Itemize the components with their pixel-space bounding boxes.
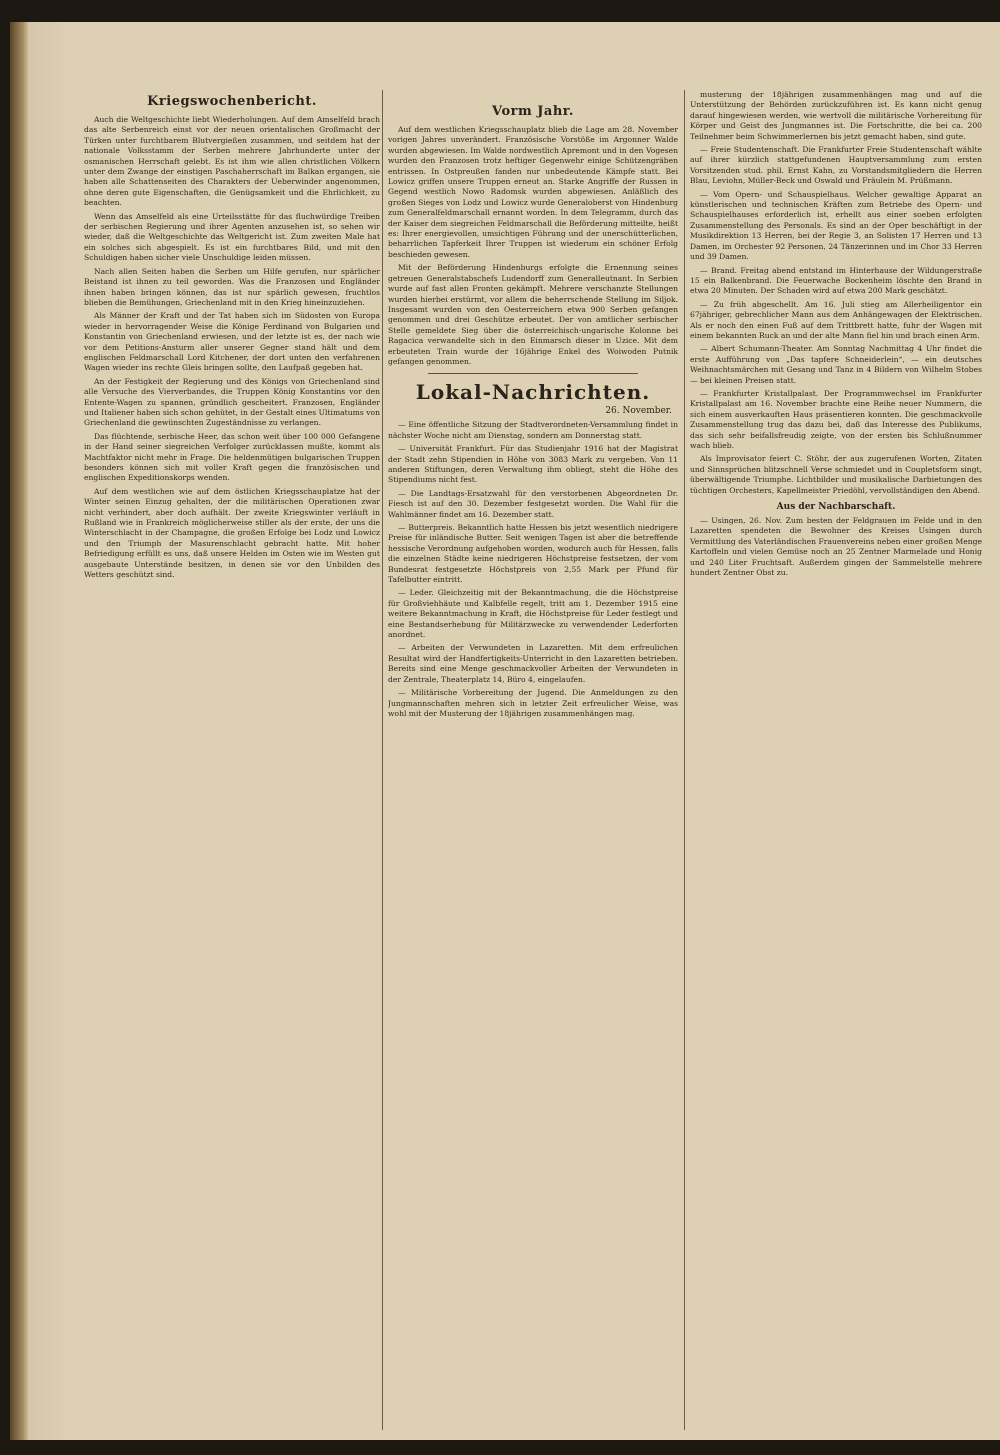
paragraph: Auf dem westlichen wie auf dem östlichen Kriegsschauplatze hat der Winter seinen Einzug gehalten, der die militärischen Operationen zwar nicht verhindert, aber doch aufhält. Der zweite Kriegswinter verläuft in Rußland wie in Frankreich möglicherweise stiller als der erste, der uns die Winterschlacht in der Champagne, die großen Erfolge bei Lodz und Lowicz und den Triumph der Masurenschlacht gebracht hatte. Mit hoher Befriedigung erfüllt es uns, daß unsere Helden im Osten wie im Westen gut ausgebaute Unterstände besitzen, in denen sie vor den Unbilden des Wetters geschützt sind. [84, 486, 380, 580]
paragraph: Wenn das Amselfeld als eine Urteilsstätte für das fluchwürdige Treiben der serbischen Regierung und ihrer Agenten anzusehen ist, so sehen wir wieder, daß die Weltgeschichte das Weltgericht ist. Zum zweiten Male hat ein solches sich abgespielt. Es ist ein furchtbares Bild, und mit den Schuldigen haben sicher viele Unschuldige leiden müssen. [84, 211, 380, 263]
paragraph: — Militärische Vorbereitung der Jugend. Die Anmeldungen zu den Jungmannschaften mehren sich in letzter Zeit erfreulicher Weise, was wohl mit der Musterung der 18jährigen zusammenhängen mag. [388, 688, 678, 718]
dateline: 26. November. [605, 406, 672, 417]
paragraph: An der Festigkeit der Regierung und des Königs von Griechenland sind alle Versuche des Vierverbandes, die Truppen König Konstantins vor den Entente-Wagen zu spannen, gründlich gescheitert. Franzosen, Engländer und Italiener haben sich schon gehütet, in der Gestalt eines Ultimatums von Griechenland die gewünschten Zugeständnisse zu verlangen. [84, 376, 380, 428]
paragraph: — Brand. Freitag abend entstand im Hinterhause der Wildungerstraße 15 ein Balkenbrand. Die Feuerwache Bockenheim löschte den Brand in etwa 20 Minuten. Der Schaden wird auf etwa 200 Mark geschätzt. [690, 265, 982, 296]
newspaper-page [10, 22, 1000, 1440]
paragraph: — Arbeiten der Verwundeten in Lazaretten. Mit dem erfreulichen Resultat wird der Handfertigkeits-Unterricht in den Lazaretten betrieben. Bereits sind eine Menge geschmackvoller Arbeiten der Verwundeten in der Zentrale, Theaterplatz 14, Büro 4, eingelaufen. [388, 643, 678, 684]
paragraph: — Universität Frankfurt. Für das Studienjahr 1916 hat der Magistrat der Stadt zehn Stipendien in Höhe von 3083 Mark zu vergeben. Von 11 anderen Stiftungen, deren Verwaltung ihm obliegt, steht die Höhe des Stipendiums nicht fest. [388, 444, 678, 485]
paragraph: musterung der 18jährigen zusammenhängen mag und auf die Unterstützung der Behörden zurückzuführen ist. Es kann nicht genug darauf hingewiesen werden, wie wertvoll die militärische Vorbereitung für Körper und Geist des Jungmannes ist. Die Fortschritte, die bei ca. 200 Teilnehmer beim Schwimmerlernen bis jetzt gemacht haben, sind gute. [690, 90, 982, 141]
paragraph: — Leder. Gleichzeitig mit der Bekanntmachung, die die Höchstpreise für Großviehhäute und Kalbfelle regelt, tritt am 1. Dezember 1915 eine weitere Bekanntmachung in Kraft, die Höchstpreise für Leder festlegt und eine Bestandserhebung für Militärzwecke zu verwendender Lederforten anordnet. [388, 588, 678, 640]
column-1 [84, 92, 380, 1440]
section-title-lokal-nachrichten: Lokal-Nachrichten. [415, 380, 651, 405]
column-2 [388, 102, 678, 1440]
paragraph: Mit der Beförderung Hindenburgs erfolgte die Ernennung seines getreuen Generalstabschefs Ludendorff zum Generalleutnant. In Serbien wurde auf fast allen Fronten gekämpft. Mehrere verschanzte Stellungen wurden hierbei erstürmt, vor allem die beherrschende Stellung im Siljok. Insgesamt wurden von den Oesterreichern etwa 900 Serben gefangen genommen und drei Geschütze erbeutet. Der von amtlicher serbischer Stelle gemeldete Sieg über die österreichisch-ungarische Kolonne bei Ragacica verwandelte sich in den Einmarsch dieser in Uzice. Mit dem erbeuteten Train wurde der 16jährige Enkel des Woiwoden Putnik gefangen genommen. [388, 263, 678, 366]
section-divider [428, 373, 638, 374]
paragraph: — Usingen, 26. Nov. Zum besten der Feldgrauen im Felde und in den Lazaretten spendeten die Bewohner des Kreises Usingen durch Vermittlung des Vaterländischen Frauenvereins neben einer großen Menge Kartoffeln und vielen Gemüse noch an 25 Zentner Marmelade und Honig und 240 Liter Fruchtsaft. Außerdem gingen der Sammelstelle mehrere hundert Zentner Obst zu. [690, 516, 982, 578]
article-title-vorm-jahr: Vorm Jahr. [492, 104, 574, 119]
paragraph: Als Improvisator feiert C. Stöhr, der aus zugerufenen Worten, Zitaten und Sinnsprüchen blitzschnell Verse schmiedet und in Coupletsform singt, überwältigende Triumphe. Lichtbilder und musikalische Darbietungen des tüchtigen Orchesters, Kapellmeister Priedöhl, vervollständigen den Abend. [690, 454, 982, 495]
paragraph: — Butterpreis. Bekanntlich hatte Hessen bis jetzt wesentlich niedrigere Preise für inländische Butter. Seit wenigen Tagen ist aber die betreffende hessische Verordnung aufgehoben worden, wodurch auch für Hessen, falls die einzelnen Städte keine niedrigeren Höchstpreise festsetzen, der vom Bundesrat festgesetzte Höchstpreis von 2,55 Mark per Pfund für Tafelbutter eintritt. [388, 523, 678, 585]
paragraph: — Eine öffentliche Sitzung der Stadtverordneten-Versammlung findet in nächster Woche nicht am Dienstag, sondern am Donnerstag statt. [388, 420, 678, 440]
paragraph: — Albert Schumann-Theater. Am Sonntag Nachmittag 4 Uhr findet die erste Aufführung von „Das tapfere Schneiderlein“, — ein deutsches Weihnachtsmärchen mit Gesang und Tanz in 4 Bildern von Wilhelm Stobes — bei kleinen Preisen statt. [690, 344, 982, 385]
column-rule [382, 90, 383, 1430]
section-title-nachbarschaft: Aus der Nachbarschaft. [776, 502, 896, 513]
paragraph: — Vom Opern- und Schauspielhaus. Welcher gewaltige Apparat an künstlerischen und technischen Kräften zum Betriebe des Opern- und Schauspielhauses erforderlich ist, erhellt aus einer soeben erfolgten Zusammenstellung des Personals. Es sind an der Oper beschäftigt in der Musikdirektion 13 Herren, bei der Regie 3, an Solisten 17 Herren und 13 Damen, im Orchester 92 Personen, 24 Tänzerinnen und im Chor 33 Herren und 39 Damen. [690, 189, 982, 262]
paragraph: Auf dem westlichen Kriegsschauplatz blieb die Lage am 28. November vorigen Jahres unverändert. Französische Vorstöße im Argonner Walde wurden abgewiesen. Im Walde nordwestlich Apremont und in den Vogesen wurden den Franzosen trotz heftiger Gegenwehr einige Schützengräben entrissen. In Ostpreußen fanden nur unbedeutende Kämpfe statt. Bei Lowicz griffen unsere Truppen erneut an. Starke Angriffe der Russen in Gegend westlich Nowo Radomsk wurden abgewiesen. Anläßlich des großen Sieges von Lodz und Lowicz wurde Generaloberst von Hindenburg zum Generalfeldmarschall ernannt worden. In dem Telegramm, durch das der Kaiser dem siegreichen Feldmarschall die Beförderung mitteilte, heißt es: Ihrer energievollen, umsichtigen Führung und der unerschütterlichen, beharrlichen Tapferkeit Ihrer Truppen ist wiederum ein schöner Erfolg beschieden gewesen. [388, 125, 678, 259]
paragraph: — Frankfurter Kristallpalast. Der Programmwechsel im Frankfurter Kristallpalast am 16. November brachte eine Reihe neuer Nummern, die sich einem ausverkauften Haus präsentieren konnten. Die geschmackvolle Zusammenstellung trug das dazu bei, daß das Interesse des Publikums, das sich sehr beifallsfreudig zeigte, von der ersten bis Schlußnummer wach blieb. [690, 388, 982, 450]
paragraph: — Zu früh abgeschellt. Am 16. Juli stieg am Allerheiligentor ein 67jähriger, gebrechlicher Mann aus dem Anhängewagen der Elektrischen. Als er noch den einen Fuß auf dem Trittbrett hatte, fuhr der Wagen mit einem bekannten Ruck an und der alte Mann fiel hin und brach einen Arm. [690, 299, 982, 340]
article-title-kriegswochenbericht: Kriegswochenbericht. [147, 94, 317, 109]
paragraph: Als Männer der Kraft und der Tat haben sich im Südosten von Europa wieder in hervorragender Weise die Könige Ferdinand von Bulgarien und Konstantin von Griechenland erwiesen, und der letzte ist es, der nach wie vor dem Petitions-Ansturm aller unserer Gegner stand hält und dem englischen Feldmarschall Lord Kitchener, der dort unten den verfahrenen Wagen wieder ins rechte Gleis bringen sollte, den Laufpaß gegeben hat. [84, 311, 380, 373]
paragraph: Auch die Weltgeschichte liebt Wiederholungen. Auf dem Amselfeld brach das alte Serbenreich einst vor der neuen orientalischen Großmacht der Türken unter furchtbarem Blutvergießen zusammen, und seitdem hat der nationale Volksstamm der Serben mehrere Jahrhunderte unter der osmanischen Herrschaft gelebt. Es ist ihm wie allen christlichen Völkern unter dem Zwange der einstigen Paschaherrschaft im Balkan ergangen, sie haben alle Schattenseiten des Charakters der Ueberwinder angenommen, ohne deren gute Eigenschaften, die Genügsamkeit und die Ehrlichkeit, zu beachten. [84, 115, 380, 208]
binding-spine [10, 22, 28, 1440]
paragraph: Nach allen Seiten haben die Serben um Hilfe gerufen, nur spärlicher Beistand ist ihnen zu teil geworden. Was die Franzosen und Engländer ihnen haben bringen können, das ist nur spärlich gewesen, fruchtlos blieben die Bemühungen, Griechenland mit in den Krieg hineinzuziehen. [84, 266, 380, 307]
paragraph: — Die Landtags-Ersatzwahl für den verstorbenen Abgeordneten Dr. Fiesch ist auf den 30. Dezember festgesetzt worden. Die Wahl für die Wahlmänner findet am 16. Dezember statt. [388, 488, 678, 519]
column-rule [684, 90, 685, 1430]
paragraph: — Freie Studentenschaft. Die Frankfurter Freie Studentenschaft wählte auf ihrer kürzlich stattgefundenen Hauptversammlung zum ersten Vorsitzenden stud. phil. Ernst Kahn, zu Vorstandsmitgliedern die Herren Blau, Leviohn, Müller-Beck und Oswald und Fräulein M. Prüßmann. [690, 145, 982, 186]
column-3 [690, 90, 982, 1440]
paragraph: Das flüchtende, serbische Heer, das schon weit über 100 000 Gefangene in der Hand seiner siegreichen Verfolger zurücklassen mußte, kommt als Machtfaktor nicht mehr in Frage. Die heldenmütigen bulgarischen Truppen besonders können sich mit voller Kraft gegen die französischen und englischen Expeditionskorps wenden. [84, 431, 380, 483]
